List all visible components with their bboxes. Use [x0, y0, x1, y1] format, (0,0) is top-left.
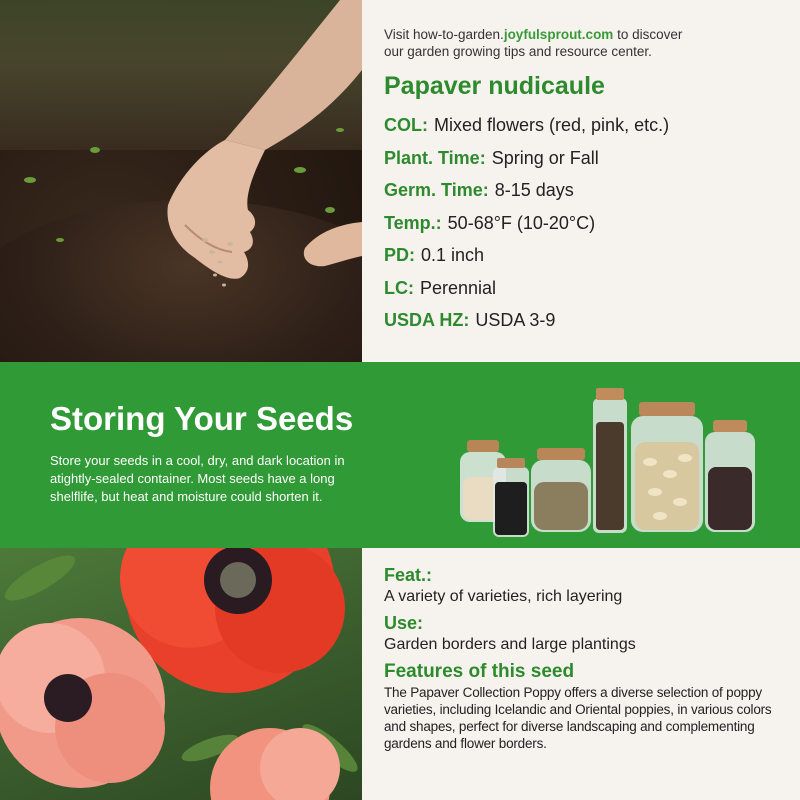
features-title: Features of this seed: [384, 661, 575, 682]
spec-label: Plant. Time:: [384, 147, 486, 168]
jar-tall-seeds: [593, 388, 627, 533]
spec-label: LC:: [384, 277, 414, 298]
spec-temperature: [384, 207, 784, 240]
plant-info-section: [0, 0, 800, 362]
spec-value: USDA 3-9: [475, 310, 556, 330]
spec-value: Perennial: [420, 277, 497, 298]
poppy-illustration: [0, 548, 362, 800]
poppy-flowers-photo: [0, 548, 362, 800]
storing-seeds-text: Store your seeds in a cool, dry, and dark location in atightly-sealed container. Most seeds have a long shelflife, but heat and moisture could shorten it.: [50, 453, 345, 504]
visit-suffix: to discover: [613, 27, 683, 42]
spec-label: PD:: [384, 245, 415, 265]
hand-illustration: [0, 0, 362, 362]
spec-label: USDA HZ:: [384, 310, 470, 330]
jar-dark-seeds: [493, 458, 529, 537]
jar-pumpkin-seeds: [631, 402, 703, 532]
spec-value: 0.1 inch: [421, 245, 485, 265]
use-label: Use:: [384, 613, 424, 633]
pink-poppy: [0, 618, 165, 788]
feature-label: Feat.:: [384, 565, 433, 585]
feature-value: A variety of varieties, rich layering: [384, 588, 623, 605]
spec-label: Germ. Time:: [384, 180, 489, 200]
visit-website-text: [384, 26, 784, 60]
jar-grain-seeds: [531, 448, 591, 532]
spec-color: [384, 109, 784, 142]
hand-sowing-seeds-photo: [0, 0, 362, 362]
seed-jars-illustration: [455, 382, 765, 542]
seed-details-section: [0, 548, 800, 800]
visit-prefix: Visit how-to-garden.: [384, 27, 504, 42]
spec-germination-time: [384, 174, 784, 207]
spec-list: [384, 109, 784, 337]
jar-mixed-beans: [705, 420, 755, 532]
spec-value: Mixed flowers (red, pink, etc.): [434, 115, 670, 135]
plant-title: Papaver nudicaule: [384, 72, 605, 100]
seed-details-panel: [384, 564, 784, 752]
spec-label: Temp.:: [384, 212, 442, 233]
spec-value: 8-15 days: [494, 180, 574, 200]
visit-line2: our garden growing tips and resource center.: [384, 44, 652, 59]
storing-seeds-title: Storing Your Seeds: [50, 400, 354, 437]
features-text: The Papaver Collection Poppy offers a diverse selection of poppy varieties, including Icelandic and Oriental poppies, in various colors and shapes, perfect for diverse landscaping and complementing gardens and flower borders.: [384, 685, 772, 751]
spec-value: Spring or Fall: [491, 147, 599, 168]
spec-planting-depth: [384, 239, 784, 272]
spec-hardiness-zone: [384, 304, 784, 337]
plant-info-panel: [384, 26, 784, 337]
storing-seeds-band: [0, 362, 800, 548]
spec-life-cycle: [384, 272, 784, 305]
spec-planting-time: [384, 142, 784, 175]
website-link[interactable]: joyfulsprout.com: [503, 27, 614, 42]
spec-label: COL:: [384, 115, 428, 135]
spec-value: 50-68°F (10-20°C): [447, 212, 596, 233]
use-value: Garden borders and large plantings: [384, 636, 636, 653]
